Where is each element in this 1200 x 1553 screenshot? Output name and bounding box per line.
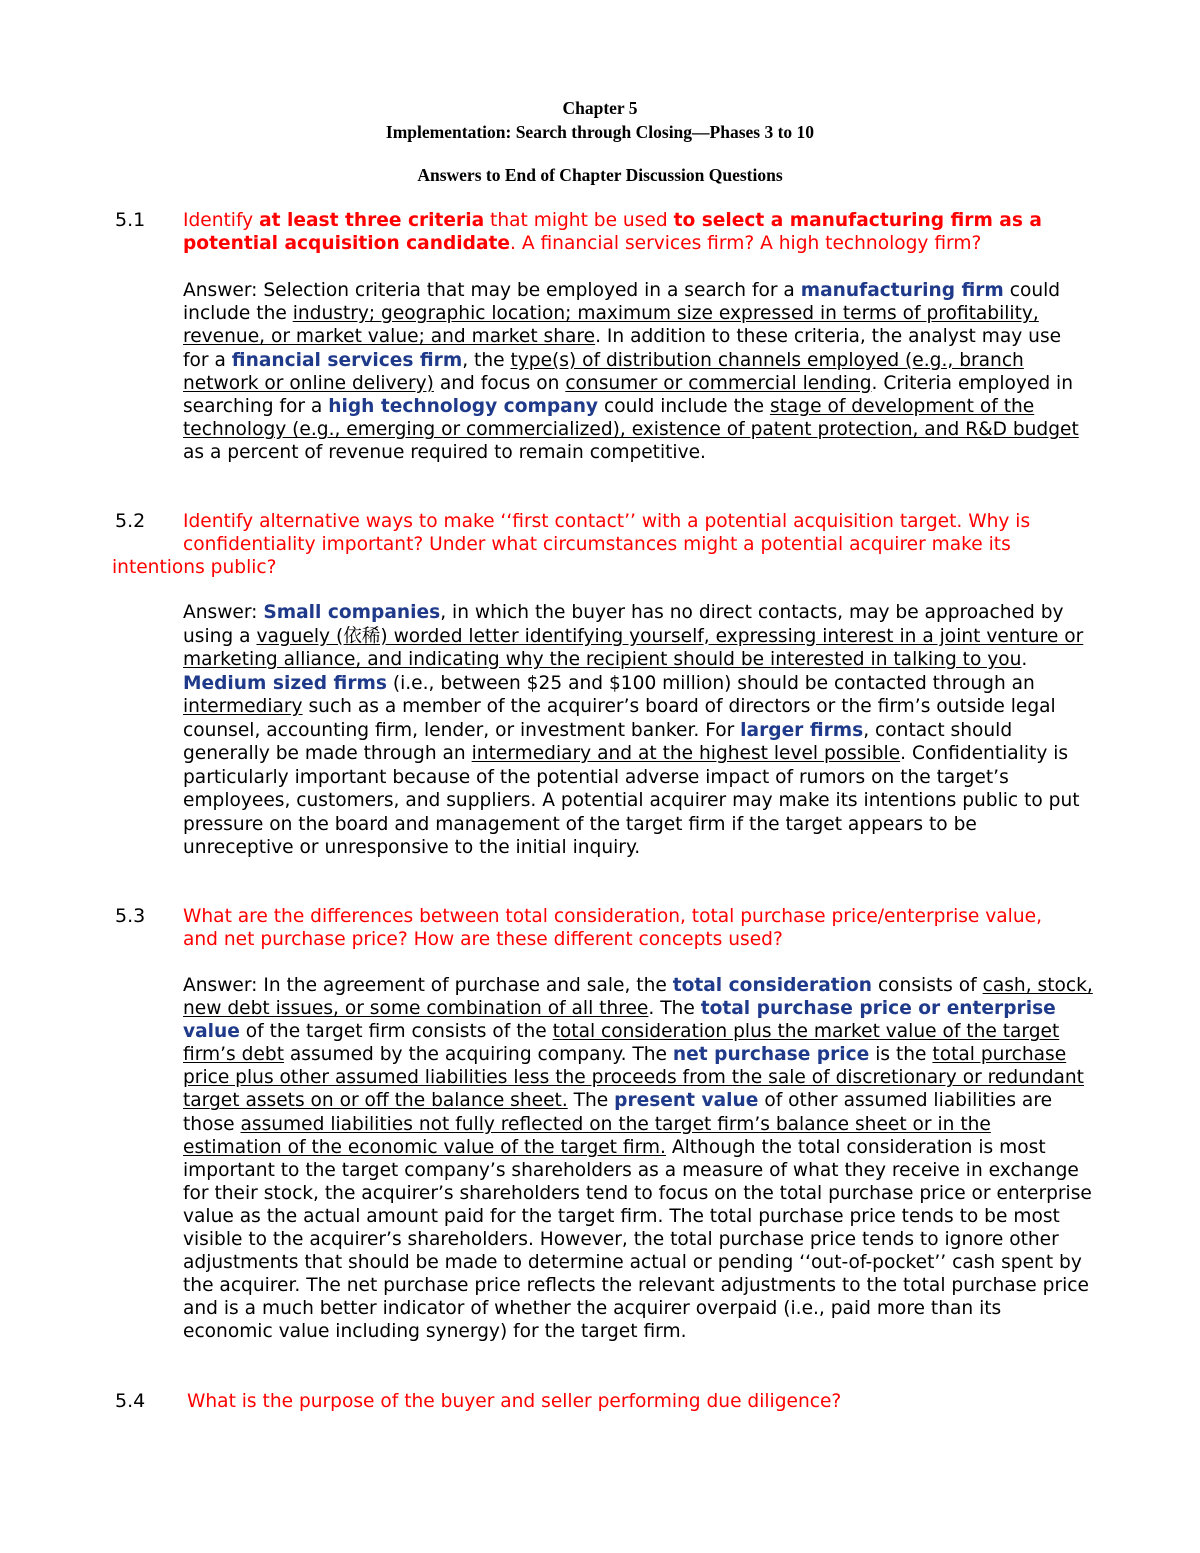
chapter-title: Chapter 5 [562,98,638,118]
question-number: 5.3 [115,905,146,927]
answer-5-3: Answer: In the agreement of purchase and sale, the total consideration consists of cash, stock, new debt issues, or some combination of all three. The total purchase price or enterprise value of the target firm consists of the total consideration plus the market value of the target firm’s debt assumed by the acquiring company. The net purchase price is the total purchase price plus other assumed liabilities less the proceeds from the sale of discretionary or redundant target assets on or off the balance sheet. The present value of other assumed liabilities are those assumed liabilities not fully reflected on the target firm’s balance sheet or in the estimation of the economic value of the target firm. Although the total consideration is most important to the target company’s shareholders as a measure of what they receive in exchange for their stock, the acquirer’s shareholders tend to focus on the total purchase price or enterprise value as the actual amount paid for the target firm. The total purchase price tends to be most visible to the acquirer’s shareholders. However, the total purchase price tends to ignore other adjustments that should be made to determine actual or pending ‘‘out-of-pocket’’ cash spent by the acquirer. The net purchase price reflects the relevant adjustments to the total purchase price and is a much better indicator of whether the acquirer overpaid (i.e., paid more than its economic value including synergy) for the target firm. [183,975,1093,1343]
question-5-2-line-3: intentions public? [112,557,277,578]
question-5-1: Identify at least three criteria that might be used to select a manufacturing firm as a potential acquisition candidate. A financial services firm? A high technology firm? [183,210,1042,255]
section-heading: Answers to End of Chapter Discussion Questions [417,165,783,185]
answer-5-2: Answer: Small companies, in which the buyer has no direct contacts, may be approached by using a vaguely (依稀) worded letter identifying yourself, expressing interest in a joint venture or marketing alliance, and indicating why the recipient should be interested in talking to you. Medium sized firms (i.e., between $25 and $100 million) should be contacted through an intermediary such as a member of the acquirer’s board of directors or the firm’s outside legal counsel, accounting firm, lender, or investment banker. For larger firms, contact should generally be made through an intermediary and at the highest level possible. Confidentiality is particularly important because of the potential adverse impact of rumors on the target’s employees, customers, and suppliers. A potential acquirer may make its intentions public to put pressure on the board and management of the target firm if the target appears to be unreceptive or unresponsive to the initial inquiry. [183,602,1084,858]
question-5-2-line-2: confidentiality important? Under what circumstances might a potential acquirer make its [183,534,1011,555]
answer-5-1: Answer: Selection criteria that may be employed in a search for a manufacturing firm could include the industry; geographic location; maximum size expressed in terms of profitability, revenue, or market value; and market share. In addition to these criteria, the analyst may use for a financial services firm, the type(s) of distribution channels employed (e.g., branch network or online delivery) and focus on consumer or commercial lending. Criteria employed in searching for a high technology company could include the stage of development of the technology (e.g., emerging or commercialized), existence of patent protection, and R&D budget as a percent of revenue required to remain competitive. [183,280,1079,464]
question-5-2-line-1: Identify alternative ways to make ‘‘first contact’’ with a potential acquisition target. Why is [183,511,1031,532]
question-number: 5.2 [115,510,146,532]
question-5-4: What is the purpose of the buyer and seller performing due diligence? [187,1391,842,1412]
question-5-3: What are the differences between total consideration, total purchase price/enterprise value, and net purchase price? How are these different concepts used? [183,906,1042,951]
question-number: 5.4 [115,1390,146,1412]
question-number: 5.1 [115,209,146,231]
chapter-subtitle: Implementation: Search through Closing—Phases 3 to 10 [385,122,815,142]
